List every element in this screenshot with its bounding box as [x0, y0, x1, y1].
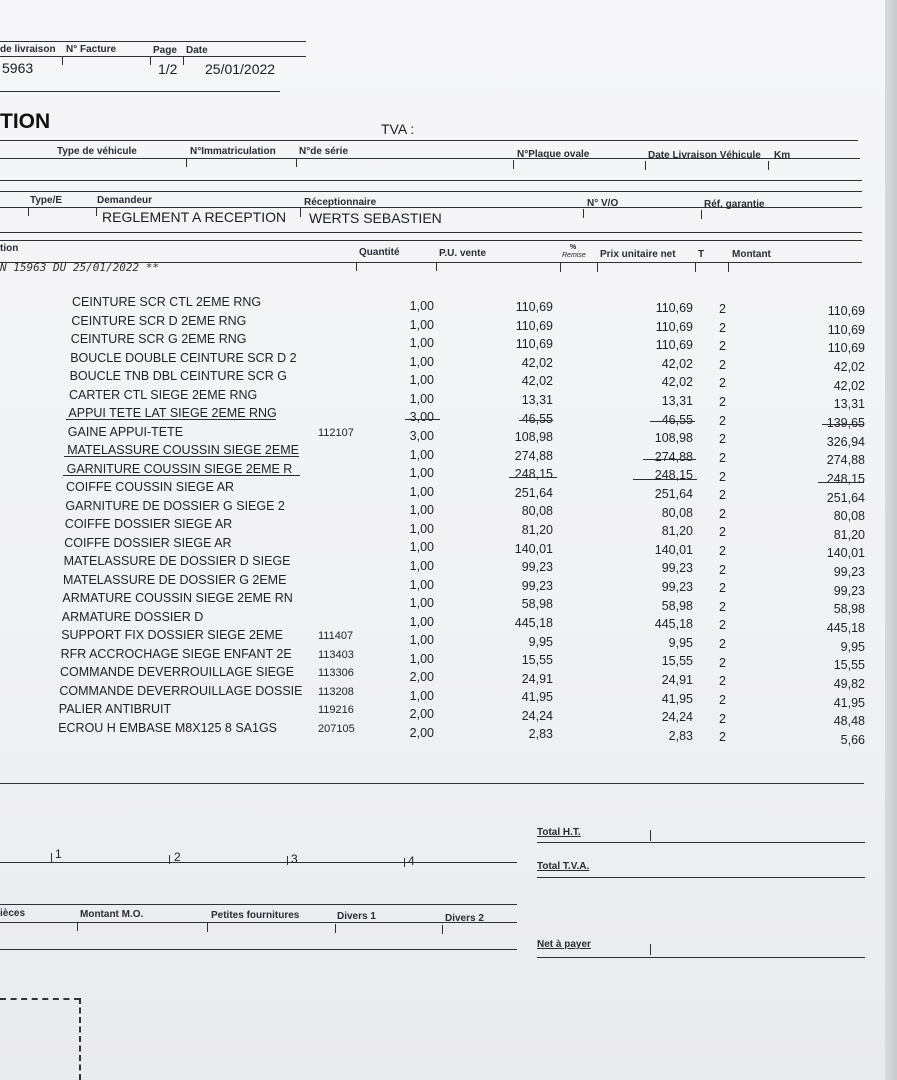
cell-amt: 445,18 — [826, 621, 865, 636]
cell-t: 2 — [719, 618, 726, 633]
mo-label: Montant M.O. — [80, 909, 144, 920]
cell-pu: 108,98 — [514, 430, 553, 445]
total-ht-tick — [650, 830, 651, 841]
cell-t: 2 — [719, 730, 726, 745]
cell-desc: GARNITURE DE DOSSIER G SIEGE 2 — [65, 498, 285, 513]
page-label: Page — [153, 45, 177, 56]
cell-amt: 248,15 — [826, 471, 865, 486]
serie-label: N°de série — [299, 146, 349, 157]
cell-desc: COIFFE DOSSIER SIEGE AR — [64, 535, 232, 550]
cell-pu: 248,15 — [514, 467, 553, 482]
vehicle-mid-rule — [0, 158, 860, 159]
cell-desc: CARTER CTL SIEGE 2EME RNG — [69, 387, 258, 402]
pu-header: P.U. vente — [439, 248, 487, 259]
cell-amt: 49,82 — [833, 677, 865, 691]
cell-qty: 2,00 — [409, 726, 434, 741]
cell-t: 2 — [719, 581, 726, 596]
cell-amt: 140,01 — [826, 546, 865, 561]
vehicle-tick — [186, 158, 187, 167]
cell-amt: 58,98 — [833, 602, 865, 617]
cell-pu: 42,02 — [521, 355, 553, 370]
row-underline — [519, 420, 553, 421]
cell-t: 2 — [719, 469, 726, 484]
reference-line: N 15963 DU 25/01/2022 ** — [0, 261, 159, 274]
total-ht-rule — [537, 842, 865, 843]
cell-net: 42,02 — [661, 375, 693, 390]
cell-net: 248,15 — [654, 468, 693, 483]
cell-pu: 15,55 — [521, 653, 553, 668]
cell-qty: 1,00 — [409, 651, 434, 666]
cell-net: 2,83 — [668, 728, 693, 743]
cell-net: 99,23 — [661, 580, 693, 594]
cell-net: 41,95 — [661, 691, 693, 706]
cell-qty: 1,00 — [409, 299, 434, 313]
cell-t: 2 — [719, 692, 726, 707]
cell-pu: 99,23 — [521, 578, 553, 593]
table-row — [0, 461, 885, 486]
cell-ref: 111407 — [318, 630, 354, 642]
cell-amt: 15,55 — [833, 658, 865, 673]
net-rule — [537, 957, 865, 958]
cell-t: 2 — [719, 655, 726, 670]
row-underline — [643, 459, 696, 460]
date-livraison-label: Date Livraison Véhicule — [648, 150, 761, 161]
livraison-number: 5963 — [2, 60, 34, 76]
cell-desc: COIFFE DOSSIER SIEGE AR — [64, 517, 233, 531]
table-row — [0, 720, 885, 747]
stamp-box-top — [0, 998, 80, 1000]
table-row — [0, 295, 885, 318]
reception-top-rule — [0, 191, 862, 192]
cell-amt: 81,20 — [833, 527, 865, 542]
demandeur-value: REGLEMENT A RECEPTION — [102, 209, 287, 225]
cell-pu: 2,83 — [528, 727, 553, 742]
table-row — [0, 313, 885, 337]
tva-box-4: 4 — [408, 854, 415, 868]
vo-label: N° V/O — [587, 198, 619, 209]
reception-bottom-rule — [0, 232, 862, 233]
table-tick — [728, 263, 729, 272]
cell-net: 81,20 — [661, 524, 693, 539]
facture-label: N° Facture — [66, 44, 117, 55]
cell-amt: 80,08 — [833, 509, 865, 524]
vehicle-top-rule — [0, 140, 858, 141]
table-top-rule — [0, 240, 862, 241]
table-end-rule — [0, 783, 864, 784]
quantite-header: Quantité — [359, 247, 400, 258]
reception-mid-rule — [0, 207, 862, 208]
cell-ref: 207105 — [318, 722, 355, 735]
cell-qty: 1,00 — [409, 633, 434, 648]
cell-t: 2 — [719, 562, 726, 577]
receptionnaire-value: WERTS SEBASTIEN — [309, 210, 442, 226]
cell-qty: 1,00 — [409, 466, 434, 481]
table-row — [0, 443, 885, 468]
cell-pu: 140,01 — [514, 541, 553, 556]
row-underline — [509, 477, 557, 478]
cell-qty: 2,00 — [409, 707, 434, 722]
cell-qty: 1,00 — [409, 373, 434, 388]
document-title: TION — [0, 110, 51, 133]
row-underline — [405, 419, 440, 420]
cell-pu: 110,69 — [515, 300, 553, 314]
cell-pu: 13,31 — [521, 392, 553, 407]
table-row — [0, 350, 885, 374]
cell-amt: 9,95 — [840, 639, 865, 654]
cell-net: 99,23 — [661, 561, 693, 576]
summary-tick — [442, 925, 443, 934]
cell-pu: 81,20 — [521, 523, 553, 537]
tva-tick — [51, 853, 52, 862]
tva-tick — [287, 856, 288, 865]
cell-desc: CEINTURE SCR CTL 2EME RNG — [72, 295, 262, 309]
remise-pct-header: % — [570, 244, 577, 251]
table-tick — [356, 262, 357, 271]
cell-net: 15,55 — [661, 654, 693, 669]
cell-amt: 110,69 — [827, 304, 865, 318]
cell-amt: 99,23 — [833, 583, 865, 598]
tva-tick — [404, 858, 405, 867]
receptionnaire-label: Réceptionnaire — [304, 197, 377, 208]
header-tick — [183, 56, 184, 65]
table-row — [0, 369, 885, 393]
cell-desc: PALIER ANTIBRUIT — [58, 702, 172, 716]
cell-qty: 1,00 — [409, 558, 434, 573]
cell-net: 80,08 — [661, 505, 693, 520]
row-underline — [822, 424, 864, 425]
cell-qty: 1,00 — [409, 336, 434, 351]
cell-amt: 42,02 — [833, 359, 865, 374]
table-row — [0, 332, 885, 356]
cell-net: 110,69 — [655, 338, 693, 353]
cell-desc: MATELASSURE DE DOSSIER D SIEGE — [63, 554, 291, 568]
reception-tick — [28, 207, 29, 216]
cell-amt: 48,48 — [833, 714, 865, 729]
row-underline — [64, 456, 299, 457]
cell-net: 46,55 — [661, 412, 693, 427]
header-bottom-rule — [0, 91, 280, 92]
cell-qty: 2,00 — [409, 670, 434, 685]
cell-qty: 1,00 — [409, 596, 434, 611]
vehicle-tick — [768, 161, 769, 170]
type-e-label: Type/E — [30, 195, 63, 206]
cell-amt: 326,94 — [826, 434, 865, 449]
cell-net: 140,01 — [654, 542, 693, 557]
tva-box-2: 2 — [174, 850, 181, 864]
livraison-label: de livraison — [0, 44, 56, 55]
cell-t: 2 — [719, 506, 726, 521]
cell-t: 2 — [719, 357, 726, 372]
date-label: Date — [186, 45, 208, 56]
garantie-label: Réf. garantie — [704, 199, 765, 210]
cell-qty: 1,00 — [409, 540, 434, 555]
cell-qty: 1,00 — [409, 484, 434, 499]
table-row — [0, 480, 885, 505]
cell-net: 24,24 — [661, 710, 693, 725]
cell-amt: 41,95 — [833, 695, 865, 710]
vehicle-tick — [513, 160, 514, 169]
cell-desc: SUPPORT FIX DOSSIER SIEGE 2EME — [61, 628, 284, 642]
cell-desc: GAINE APPUI-TETE — [67, 424, 184, 439]
cell-ref: 119216 — [318, 704, 354, 716]
cell-net: 24,91 — [661, 673, 693, 687]
cell-t: 2 — [719, 413, 726, 428]
cell-desc: COIFFE COUSSIN SIEGE AR — [66, 480, 235, 494]
cell-pu: 80,08 — [521, 504, 553, 519]
net-tick — [650, 944, 651, 955]
cell-t: 2 — [719, 599, 726, 614]
table-tick — [436, 262, 437, 271]
row-underline — [633, 479, 697, 480]
vehicle-tick — [296, 158, 297, 167]
table-row — [0, 424, 885, 449]
cell-t: 2 — [719, 376, 726, 391]
prix-net-header: Prix unitaire net — [600, 249, 676, 260]
table-tick — [560, 263, 561, 272]
cell-net: 251,64 — [654, 487, 693, 501]
cell-t: 2 — [719, 637, 726, 652]
total-tva-label: Total T.V.A. — [537, 861, 590, 872]
tva-tick — [169, 855, 170, 864]
t-header: T — [698, 249, 705, 260]
cell-pu: 46,55 — [521, 411, 553, 426]
cell-qty: 1,00 — [409, 688, 434, 703]
cell-pu: 24,91 — [521, 671, 553, 686]
cell-net: 13,31 — [661, 394, 693, 408]
cell-amt: 139,65 — [826, 415, 865, 430]
reception-tick — [701, 210, 702, 219]
cell-pu: 274,88 — [514, 448, 553, 463]
tva-box-3: 3 — [291, 852, 298, 866]
cell-qty: 1,00 — [409, 391, 434, 406]
table-row — [0, 517, 885, 542]
cell-pu: 110,69 — [515, 337, 553, 352]
summary-top-rule — [0, 904, 517, 905]
cell-net: 108,98 — [654, 431, 693, 446]
cell-pu: 24,24 — [521, 708, 553, 723]
montant-header: Montant — [732, 249, 771, 260]
divers1-label: Divers 1 — [337, 911, 376, 922]
cell-desc: ECROU H EMBASE M8X125 8 SA1GS — [58, 720, 278, 735]
cell-desc: RFR ACCROCHAGE SIEGE ENFANT 2E — [60, 646, 292, 661]
reception-tick — [96, 207, 97, 216]
header-mid-rule — [0, 56, 306, 57]
cell-desc: GARNITURE COUSSIN SIEGE 2EME R — [66, 461, 293, 476]
summary-tick — [335, 924, 336, 933]
summary-tick — [77, 922, 78, 931]
reception-tick — [583, 209, 584, 218]
cell-amt: 251,64 — [826, 490, 865, 505]
cell-desc: COMMANDE DEVERROUILLAGE SIEGE — [60, 665, 295, 679]
plaque-label: N°Plaque ovale — [517, 149, 590, 160]
cell-t: 2 — [719, 450, 726, 465]
designation-header: tion — [0, 243, 19, 254]
summary-bottom-rule — [0, 949, 517, 950]
cell-qty: 1,00 — [409, 521, 434, 536]
cell-qty: 1,00 — [409, 354, 434, 369]
cell-pu: 445,18 — [514, 615, 553, 630]
cell-qty: 1,00 — [409, 447, 434, 462]
cell-net: 9,95 — [668, 635, 693, 650]
cell-amt: 42,02 — [833, 378, 865, 393]
remise-header: Remise — [562, 252, 586, 259]
stamp-box-side — [79, 998, 81, 1080]
pieces-label: ièces — [0, 908, 26, 919]
tva-boxes-rule — [0, 862, 517, 863]
cell-desc: COMMANDE DEVERROUILLAGE DOSSIE — [59, 683, 303, 698]
cell-amt: 110,69 — [827, 341, 865, 356]
table-tick — [597, 263, 598, 272]
cell-desc: MATELASSURE DE DOSSIER G 2EME — [63, 572, 287, 587]
header-top-rule — [0, 41, 306, 42]
cell-net: 274,88 — [654, 449, 693, 464]
reception-tick — [300, 208, 301, 217]
table-row — [0, 387, 885, 412]
paper-edge — [885, 0, 897, 1080]
vehicle-type-label: Type de véhicule — [57, 146, 137, 157]
cell-qty: 1,00 — [409, 577, 434, 592]
cell-t: 2 — [719, 544, 726, 559]
header-tick — [62, 56, 63, 65]
cell-t: 2 — [719, 395, 726, 410]
cell-t: 2 — [719, 432, 726, 447]
cell-desc: BOUCLE TNB DBL CEINTURE SCR G — [69, 369, 287, 383]
cell-net: 445,18 — [654, 617, 693, 632]
fournitures-label: Petites fournitures — [211, 910, 300, 921]
cell-qty: 1,00 — [409, 317, 434, 332]
cell-amt: 110,69 — [827, 322, 865, 337]
table-tick — [695, 263, 696, 272]
cell-pu: 58,98 — [521, 597, 553, 612]
invoice-date: 25/01/2022 — [205, 61, 276, 77]
cell-desc: MATELASSURE COUSSIN SIEGE 2EME — [67, 443, 299, 457]
summary-tick — [207, 923, 208, 932]
immatriculation-label: N°Immatriculation — [190, 146, 276, 157]
vehicle-bottom-rule — [0, 180, 862, 181]
vehicle-tick — [645, 161, 646, 170]
cell-qty: 1,00 — [409, 503, 434, 518]
row-underline — [63, 475, 300, 476]
cell-t: 2 — [719, 674, 726, 689]
cell-pu: 110,69 — [515, 318, 553, 333]
row-underline — [818, 482, 864, 483]
cell-pu: 41,95 — [521, 690, 553, 705]
cell-qty: 3,00 — [409, 410, 434, 425]
km-label: Km — [774, 150, 791, 161]
total-ht-label: Total H.T. — [537, 827, 581, 838]
cell-t: 2 — [719, 488, 726, 503]
table-row — [0, 406, 885, 430]
cell-pu: 251,64 — [514, 485, 553, 500]
cell-net: 110,69 — [655, 319, 693, 334]
cell-pu: 9,95 — [528, 634, 553, 649]
cell-pu: 99,23 — [521, 560, 553, 575]
cell-ref: 113306 — [318, 667, 354, 679]
cell-amt: 274,88 — [826, 453, 865, 468]
tva-box-1: 1 — [55, 847, 62, 861]
cell-ref: 112107 — [318, 426, 354, 439]
cell-t: 2 — [719, 525, 726, 540]
cell-desc: CEINTURE SCR G 2EME RNG — [70, 332, 247, 346]
cell-net: 58,98 — [661, 598, 693, 613]
cell-amt: 99,23 — [833, 565, 865, 580]
net-label: Net à payer — [537, 939, 591, 950]
cell-qty: 3,00 — [409, 428, 434, 443]
cell-desc: ARMATURE DOSSIER D — [61, 609, 204, 624]
cell-desc: APPUI TETE LAT SIEGE 2EME RNG — [68, 406, 277, 420]
cell-t: 2 — [719, 320, 726, 335]
cell-desc: BOUCLE DOUBLE CEINTURE SCR D 2 — [70, 350, 297, 365]
total-tva-rule — [537, 877, 865, 878]
row-underline — [66, 419, 276, 420]
cell-net: 110,69 — [655, 301, 693, 315]
cell-amt: 13,31 — [833, 397, 865, 412]
demandeur-label: Demandeur — [97, 195, 153, 206]
cell-t: 2 — [719, 302, 726, 316]
tva-label: TVA : — [381, 121, 415, 137]
page-number: 1/2 — [158, 61, 178, 77]
cell-desc: ARMATURE COUSSIN SIEGE 2EME RN — [62, 591, 293, 605]
header-tick — [150, 56, 151, 65]
cell-net: 42,02 — [661, 356, 693, 371]
cell-ref: 113208 — [318, 685, 354, 698]
cell-qty: 1,00 — [409, 614, 434, 629]
cell-t: 2 — [719, 339, 726, 354]
cell-t: 2 — [719, 711, 726, 726]
cell-ref: 113403 — [318, 648, 354, 661]
divers2-label: Divers 2 — [445, 913, 484, 924]
cell-amt: 5,66 — [840, 732, 865, 747]
cell-pu: 42,02 — [521, 374, 553, 389]
row-underline — [650, 421, 695, 422]
cell-desc: CEINTURE SCR D 2EME RNG — [71, 313, 247, 328]
